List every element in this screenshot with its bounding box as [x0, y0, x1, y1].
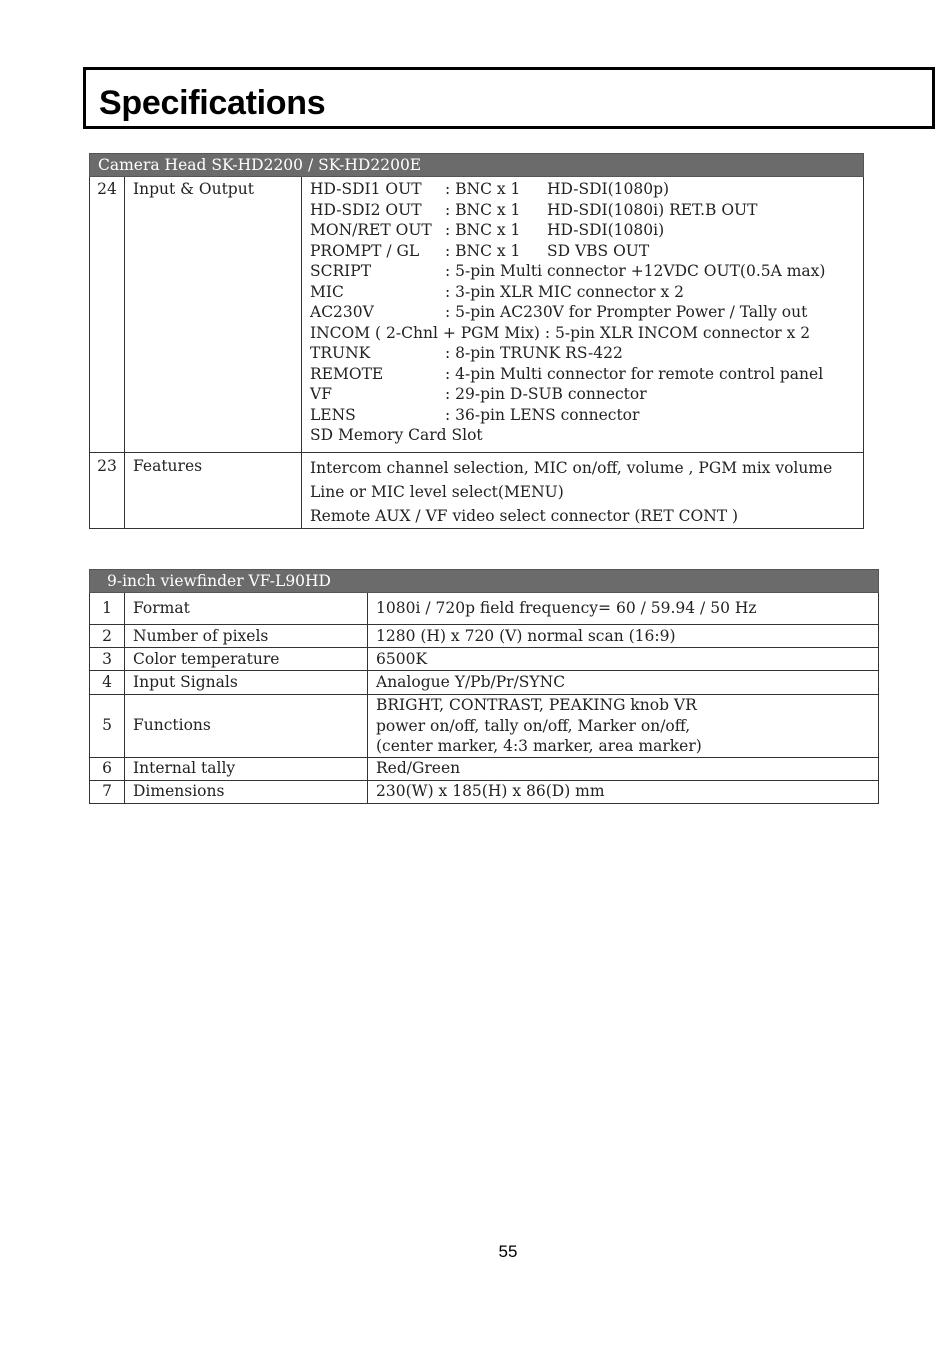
- row-number: 4: [90, 671, 125, 695]
- row-value-line: (center marker, 4:3 marker, area marker): [376, 737, 702, 755]
- table-row: [90, 695, 879, 758]
- row-label: Dimensions: [125, 780, 368, 803]
- io-connector: : BNC x 1: [445, 241, 521, 260]
- io-name: HD-SDI1 OUT: [310, 180, 422, 198]
- row-label: Number of pixels: [125, 625, 368, 648]
- title-box: [83, 67, 935, 129]
- feature-line: Remote AUX / VF video select connector (RET CONT ): [310, 507, 739, 525]
- row-number: 6: [90, 757, 125, 780]
- io-name: LENS: [310, 405, 356, 424]
- row-value-line: 1080i / 720p field frequency= 60 / 59.94 / 50 Hz: [376, 599, 757, 617]
- io-line: [310, 384, 863, 405]
- row-value: [368, 593, 879, 625]
- io-name: REMOTE: [310, 364, 384, 383]
- feature-line: Line or MIC level select(MENU): [310, 483, 564, 501]
- io-description: HD-SDI(1080i) RET.B OUT: [547, 200, 758, 219]
- table-row: [90, 757, 879, 780]
- row-value: [368, 695, 879, 758]
- io-name: SCRIPT: [310, 262, 372, 280]
- io-connector: : 36-pin LENS connector: [445, 405, 640, 424]
- io-line: [310, 405, 863, 426]
- row-number: 1: [90, 593, 125, 625]
- io-line: [310, 179, 863, 200]
- table-row: [90, 625, 879, 648]
- io-connector: : BNC x 1: [445, 180, 521, 198]
- io-connector: : 4-pin Multi connector for remote control panel: [445, 364, 824, 383]
- row-value-line: power on/off, tally on/off, Marker on/off,: [376, 716, 691, 735]
- io-name: HD-SDI2 OUT: [310, 200, 422, 219]
- row-number: 24: [90, 177, 125, 453]
- row-label: Features: [125, 453, 302, 529]
- io-line: [310, 241, 863, 262]
- io-line: [310, 343, 863, 364]
- io-connector: : BNC x 1: [445, 200, 521, 219]
- row-value: [368, 671, 879, 695]
- io-line: [310, 200, 863, 221]
- io-name: MON/RET OUT: [310, 221, 432, 239]
- row-number: 2: [90, 625, 125, 648]
- row-value: [368, 757, 879, 780]
- table-row: [90, 780, 879, 803]
- viewfinder-header-row: [90, 570, 879, 593]
- io-line: [310, 425, 863, 446]
- row-number: 3: [90, 648, 125, 671]
- page-number: 55: [498, 1242, 518, 1261]
- table-row: [90, 177, 864, 453]
- row-label: Functions: [125, 695, 368, 758]
- io-connector: : 3-pin XLR MIC connector x 2: [445, 282, 685, 301]
- row-label: Input & Output: [125, 177, 302, 453]
- row-label: Input Signals: [125, 671, 368, 695]
- io-name: SD Memory Card Slot: [310, 426, 483, 444]
- io-connector: : 5-pin AC230V for Prompter Power / Tally out: [445, 303, 808, 321]
- row-label: Internal tally: [125, 757, 368, 780]
- io-connector: : 8-pin TRUNK RS-422: [445, 344, 623, 362]
- row-number: 23: [90, 453, 125, 529]
- row-value: [368, 780, 879, 803]
- viewfinder-table: [89, 569, 879, 804]
- io-name: AC230V: [310, 303, 374, 321]
- io-line: [310, 220, 863, 241]
- io-name: VF: [310, 385, 332, 403]
- io-line: [310, 323, 863, 344]
- viewfinder-header: 9-inch viewfinder VF-L90HD: [90, 570, 879, 593]
- table-row: [90, 648, 879, 671]
- camera-head-header: Camera Head SK-HD2200 / SK-HD2200E: [90, 154, 864, 177]
- row-number: 7: [90, 780, 125, 803]
- row-value-line: 6500K: [376, 649, 428, 668]
- feature-line: Intercom channel selection, MIC on/off, volume , PGM mix volume: [310, 459, 833, 477]
- io-name: PROMPT / GL: [310, 241, 420, 260]
- camera-head-header-row: [90, 154, 864, 177]
- row-value-line: BRIGHT, CONTRAST, PEAKING knob VR: [376, 696, 697, 714]
- row-number: 5: [90, 695, 125, 758]
- io-line: [310, 364, 863, 385]
- row-value-line: 230(W) x 185(H) x 86(D) mm: [376, 782, 605, 800]
- io-description: HD-SDI(1080i): [547, 221, 665, 239]
- io-connector: : 29-pin D-SUB connector: [445, 385, 647, 403]
- row-value: [368, 625, 879, 648]
- io-line: [310, 302, 863, 323]
- features-list: [302, 453, 864, 529]
- row-value: [368, 648, 879, 671]
- io-description: SD VBS OUT: [547, 241, 650, 260]
- io-connector: : 5-pin Multi connector +12VDC OUT(0.5A max): [445, 262, 826, 280]
- io-name: INCOM ( 2-Chnl + PGM Mix) : 5-pin XLR INCOM connector x 2: [310, 323, 811, 342]
- input-output-list: [302, 177, 864, 453]
- io-line: [310, 282, 863, 303]
- io-name: TRUNK: [310, 344, 371, 362]
- row-value-line: Analogue Y/Pb/Pr/SYNC: [376, 673, 566, 691]
- io-description: HD-SDI(1080p): [547, 180, 670, 198]
- table-row: [90, 453, 864, 529]
- row-label: Format: [125, 593, 368, 625]
- table-row: [90, 593, 879, 625]
- io-line: [310, 261, 863, 282]
- camera-head-table: [89, 153, 864, 529]
- io-name: MIC: [310, 282, 344, 301]
- io-connector: : BNC x 1: [445, 221, 521, 239]
- table-row: [90, 671, 879, 695]
- row-value-line: Red/Green: [376, 759, 461, 777]
- row-label: Color temperature: [125, 648, 368, 671]
- page-title: Specifications: [99, 84, 326, 122]
- row-value-line: 1280 (H) x 720 (V) normal scan (16:9): [376, 626, 676, 645]
